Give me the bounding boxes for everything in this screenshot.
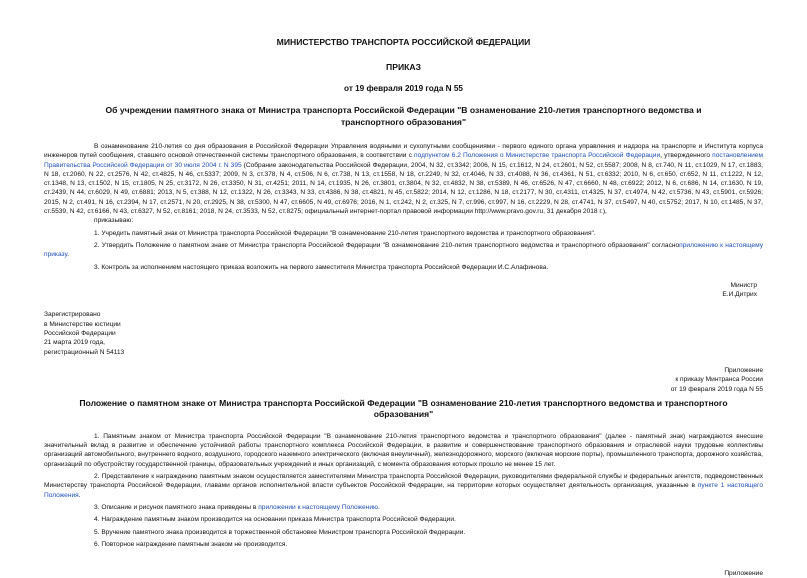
- appendix-label: Приложение: [724, 366, 763, 374]
- link-appendix[interactable]: приложению к настоящему приказу: [44, 241, 763, 259]
- regulation-item-3-text: 3. Описание и рисунок памятного знака приведены в: [94, 503, 259, 511]
- signature-name: Е.И.Дитрих: [722, 291, 757, 299]
- order-item-1: 1. Учредить памятный знак от Министра транспорта Российской Федерации "В ознаменование 210-летия транспортного ведомства и транспортного образования".: [94, 229, 596, 237]
- link-regulation-point-1[interactable]: пункте 1 настоящего Положения: [44, 482, 763, 499]
- registration-line-4: 21 марта 2019 года,: [44, 339, 105, 347]
- order-word: приказываю:: [94, 217, 134, 225]
- registration-line-1: Зарегистрировано: [44, 311, 101, 319]
- regulation-item-2: [44, 472, 763, 500]
- regulation-item-3: [44, 503, 763, 512]
- order-item-3: 3. Контроль за исполнением настоящего приказа возложить на первого заместителя Министра транспорта Российской Федерации И.С.Алафинова.: [94, 263, 549, 271]
- order-item-2: [44, 241, 763, 260]
- registration-line-5: регистрационный N 54113: [44, 348, 125, 356]
- registration-line-3: Российской Федерации: [44, 330, 116, 338]
- preamble-paragraph: [44, 142, 763, 216]
- registration-block: [44, 310, 763, 356]
- appendix-header: [44, 366, 763, 394]
- signature-position: Министр: [730, 281, 757, 289]
- regulation-item-6: 6. Повторное награждение памятным знаком не производится.: [94, 540, 288, 548]
- signature-block: [44, 281, 763, 300]
- link-government-decree[interactable]: постановлением Правительства Российской Федерации от 30 июля 2004 г. N 395: [44, 152, 763, 169]
- order-date-number: от 19 февраля 2019 года N 55: [344, 84, 463, 93]
- ministry-heading: МИНИСТЕРСТВО ТРАНСПОРТА РОССИЙСКОЙ ФЕДЕРАЦИИ: [276, 37, 531, 47]
- link-regulation-subclause[interactable]: подпунктом 6.2 Положения о Министерстве транспорта Российской Федерации: [414, 152, 661, 160]
- regulation-item-4: 4. Награждение памятным знаком производится на основании приказа Министра транспорта Российской Федерации.: [94, 516, 456, 524]
- preamble-text-3: (Собрание законодательства Российской Федерации, 2004, N 32, ст.3342; 2006, N 15, ст.1612, N 24, ст.2601, N 52, ст.5587; 2008, N 8, ст.740, N 11, ст.1029, N 17, ст.1883, N 18, ст.2060, N 22, ст.2576, N 42, ст.4825, N 46, ст.5337; 2009, N 3, ст.378, N 4, ст.506, N 6, ст.738, N 13, ст.1558, N 18, ст.2249, N 32, ст.4046, N 33, ст.4088, N 36, ст.4361, N 51, ст.6332; 2010, N 6, ст.650, ст.652, N 11, ст.1222, N 12, ст.1348, N 13, ст.1502, N 15, ст.1805, N 25, ст.3172, N 26, ст.3350, N 31, ст.4251; 2011, N 14, ст.1935, N 26, ст.3801, ст.3804, N 32, ст.4832, N 38, ст.5389, N 46, ст.6526, N 47, ст.6660, N 48, ст.6922; 2012, N 6, ст.686, N 14, ст.1630, N 19, ст.2439, N 44, ст.6029, N 49, ст.6881; 2013, N 5, ст.388, N 12, ст.1322, N 26, ст.3343, N 33, ст.4386, N 38, ст.4821, N 45, ст.5822; 2014, N 12, ст.1286, N 18, ст.2177, N 30, ст.4311, ст.4325, N 37, ст.4974, N 42, ст.5736, N 43, ст.5901, ст.5926; 2015, N 2, ст.491, N 16, ст.2394, N 17, ст.2571, N 20, ст.2925, N 38, ст.5300, N 47, ст.6605, N 49, ст.6976; 2016, N 1, ст.242, N 2, ст.325, N 7, ст.996, ст.997, N 16, ст.2229, N 28, ст.4741, N 37, ст.5497, N 40, ст.5752; 2017, N 10, ст.1485, N 37, ст.5539, N 42, ст.6166, N 43, ст.6327, N 52, ст.8161; 2018, N 24, ст.3533, N 52, ст.8275; официальный интернет-портал правовой информации http://www.pravo.gov.ru, 31 декабря 2018 г.),: [44, 161, 763, 216]
- registration-line-2: в Министерстве юстиции: [44, 320, 121, 328]
- regulation-item-2-text: 2. Представление к награждению памятным знаком осуществляется заместителями Министра транспорта Российской Федерации, руководителями федеральной службы и федеральных агентств, подведомственных Министерству транспорта Российской Федерации, главами органов исполнительной власти субъектов Российской Федерации, на территории которых осуществляет деятельность организация, указанные в: [44, 473, 763, 490]
- regulation-item-1: 1. Памятным знаком от Министра транспорта Российской Федерации "В ознаменование 210-летия транспортного ведомства и транспортного образования" (далее - памятный знак) награждаются внесшие значительный вклад в развитие и обеспечение устойчивой работы транспортного комплекса Российской Федерации, в развитие и совершенствование транспортного образования и отраслевой науки трудовые коллективы организаций автомобильного, внутреннего водного, воздушного, городского наземного электрического (включая внеуличный), железнодорожного, морского (включая морские порты), промышленного транспорта, дорожного хозяйства, организаций по обустройству государственной границы, образовательных учреждений и иных организаций, с момента образования которых прошло не менее 15 лет.: [44, 432, 763, 468]
- order-title: Об учреждении памятного знака от Министра транспорта Российской Федерации "В ознаменование 210-летия транспортного ведомства и транспортного образования": [105, 105, 702, 127]
- footer-appendix-label: Приложение: [724, 570, 763, 578]
- order-item-2-end: .: [67, 251, 69, 259]
- regulation-title: Положение о памятном знаке от Министра транспорта Российской Федерации "В ознаменование 210-летия транспортного ведомства и транспортного образования": [79, 397, 728, 420]
- preamble-text-1: В ознаменование 210-летия со дня образования в Российской Федерации Управления водяными и сухопутными сообщениями - первого единого органа управления и надзора на транспорте и Института корпуса инженеров путей сообщения, ставшего основой отечественной системы транспортного образования, в соответствии с: [44, 143, 763, 160]
- regulation-item-5: 5. Вручение памятного знака производится в торжественной обстановке Министром транспорта Российской Федерации.: [94, 528, 466, 536]
- order-heading: ПРИКАЗ: [386, 62, 421, 72]
- regulation-item-3-end: .: [377, 503, 380, 511]
- link-regulation-appendix[interactable]: приложении к настоящему Положению: [258, 503, 378, 511]
- appendix-to-order: к приказу Минтранса России: [675, 376, 763, 384]
- regulation-item-2-end: .: [78, 491, 81, 499]
- preamble-text-2: , утвержденного: [660, 152, 713, 160]
- appendix-date: от 19 февраля 2019 года N 55: [670, 385, 763, 393]
- order-item-2-text: 2. Утвердить Положение о памятном знаке от Министра транспорта Российской Федерации "В ознаменование 210-летия транспортного ведомства и транспортного образования" согласно: [94, 241, 680, 249]
